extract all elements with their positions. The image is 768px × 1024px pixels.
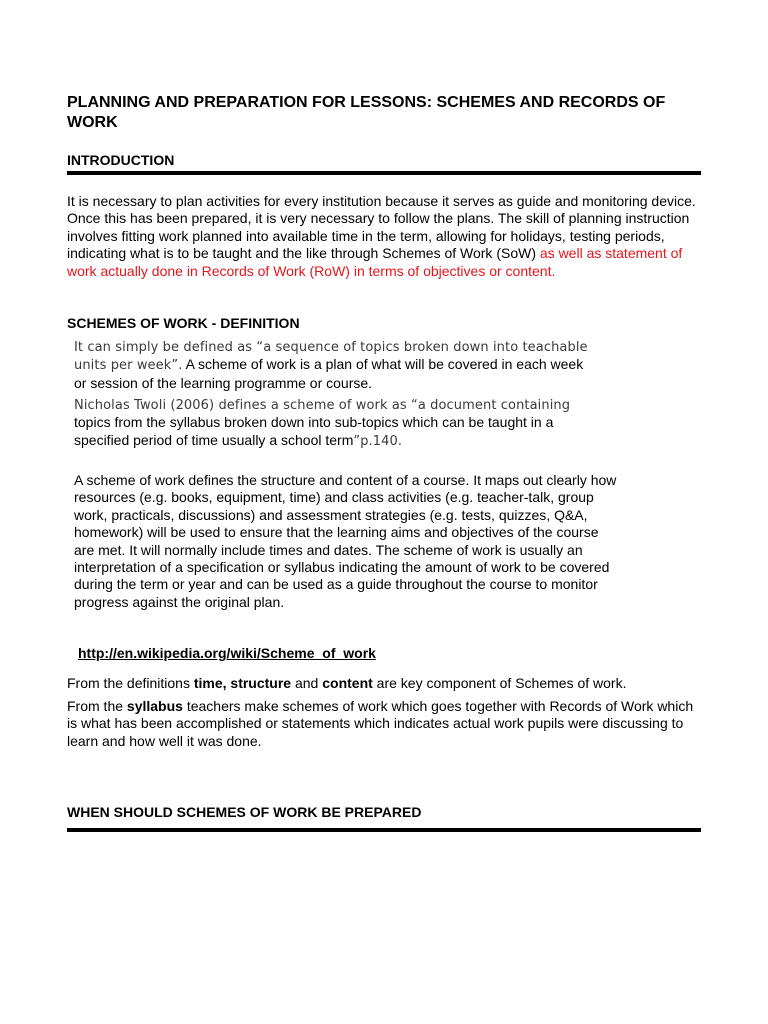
introduction-text: It is necessary to plan activities for every institution because it serves as guide and monitoring device. Once this has been prepared, it is very necessary to follow the plans. The skill of planning instruction involves fitting work planned into available time in the term, allowing for holidays, testing periods, indicating what is to be taught and the like through Schemes of Work (SoW) <box>67 193 696 262</box>
syllabus-paragraph <box>67 698 707 750</box>
definition-block-2 <box>74 396 654 450</box>
introduction-paragraph <box>67 193 707 280</box>
definition-line <box>74 375 634 392</box>
when-heading: WHEN SHOULD SCHEMES OF WORK BE PREPARED <box>67 804 422 820</box>
wikipedia-link[interactable]: http://en.wikipedia.org/wiki/Scheme_of_work <box>78 645 376 661</box>
definition-line <box>74 432 654 450</box>
definition-line <box>74 356 634 374</box>
key-text: and <box>291 675 323 691</box>
twoli-page-ref: ”p.140. <box>353 433 403 449</box>
definition-line <box>74 414 654 431</box>
twoli-text: specified period of time usually a school term <box>74 431 354 448</box>
definition-line <box>74 338 634 356</box>
syllabus-bold: syllabus <box>126 698 183 714</box>
definition-quote-scan: It can simply be defined as “a sequence of topics broken down into teachable <box>74 340 588 355</box>
key-text: are key component of Schemes of work. <box>372 675 627 691</box>
key-text: From the definitions <box>67 675 194 691</box>
definition-text: A scheme of work is a plan of what will be covered in each week <box>182 356 584 373</box>
key-components-paragraph <box>67 675 717 692</box>
syllabus-text: teachers make schemes of work which goes together with Records of Work which is what has been accomplished or statements which indicates actual work pupils were discussing to learn and how well it was done. <box>67 698 694 749</box>
key-bold-content: content <box>322 675 373 691</box>
definition-heading: SCHEMES OF WORK - DEFINITION <box>67 315 300 331</box>
twoli-text: topics from the syllabus broken down into sub-topics which can be taught in a <box>74 414 554 431</box>
section-divider <box>67 828 701 832</box>
introduction-heading: INTRODUCTION <box>67 152 175 168</box>
document-title: PLANNING AND PREPARATION FOR LESSONS: SCHEMES AND RECORDS OF WORK <box>67 94 666 131</box>
structure-paragraph: A scheme of work defines the structure and content of a course. It maps out clearly how resources (e.g. books, equipment, time) and class activities (e.g. teacher-talk, group work, practicals, discussions) and assessment strategies (e.g. tests, quizzes, Q&A, homework) will be used to ensure that the learning aims and objectives of the course are met. It will normally include times and dates. The scheme of work is usually an interpretation of a specification or syllabus indicating the amount of work to be covered during the term or year and can be used as a guide throughout the course to monitor progress against the original plan. <box>74 472 617 610</box>
definition-quote-scan-end: units per week”. <box>74 358 183 374</box>
syllabus-text: From the <box>67 698 127 714</box>
definition-text: or session of the learning programme or course. <box>74 374 373 391</box>
key-bold-time-structure: time, structure <box>193 675 292 691</box>
definition-block-1 <box>74 338 634 392</box>
twoli-quote-scan: Nicholas Twoli (2006) defines a scheme of work as “a document containing <box>74 398 571 413</box>
introduction-text-highlight: as well as statement of work actually done in Records of Work (RoW) in terms of objectives or content. <box>67 245 683 279</box>
section-divider <box>67 171 701 175</box>
definition-line <box>74 396 654 414</box>
